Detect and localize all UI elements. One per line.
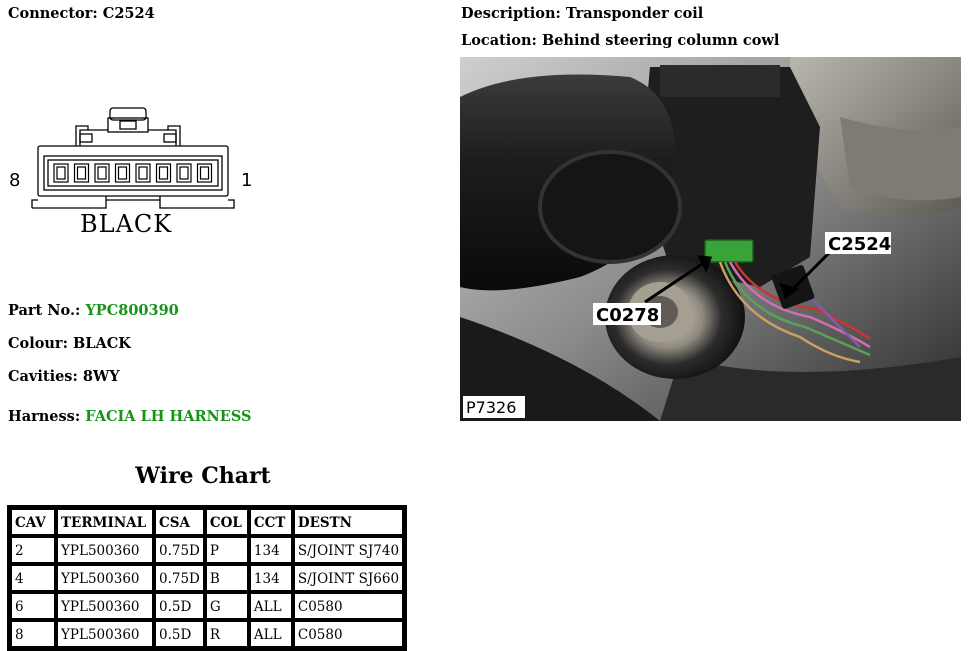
cavity-slot bbox=[57, 167, 65, 179]
table-cell: S/JOINT SJ740 bbox=[293, 536, 404, 564]
part-number-label: Part No.: bbox=[8, 302, 81, 319]
location-photo bbox=[460, 57, 961, 421]
harness-line bbox=[8, 408, 251, 425]
table-cell: YPL500360 bbox=[56, 592, 154, 620]
column-header: CCT bbox=[249, 508, 293, 536]
table-row bbox=[10, 536, 404, 564]
table-cell: C0580 bbox=[293, 620, 404, 648]
column-header: TERMINAL bbox=[56, 508, 154, 536]
table-cell: R bbox=[205, 620, 249, 648]
cavities-value: 8WY bbox=[82, 368, 120, 385]
harness-value: FACIA LH HARNESS bbox=[85, 408, 252, 425]
table-cell: 6 bbox=[10, 592, 56, 620]
description-value: Transponder coil bbox=[565, 5, 704, 22]
connector-value: C2524 bbox=[102, 5, 155, 22]
table-cell: 0.5D bbox=[154, 620, 205, 648]
table-cell: S/JOINT SJ660 bbox=[293, 564, 404, 592]
location-label: Location: bbox=[461, 32, 537, 49]
cavity-slot bbox=[201, 167, 209, 179]
table-cell: YPL500360 bbox=[56, 620, 154, 648]
pin-right-label: 1 bbox=[241, 170, 253, 191]
colour-value: BLACK bbox=[73, 335, 131, 352]
location-value: Behind steering column cowl bbox=[541, 32, 780, 49]
part-number-line bbox=[8, 302, 179, 319]
colour-label: Colour: bbox=[8, 335, 68, 352]
pin-left-label: 8 bbox=[9, 170, 21, 191]
cavity-slot bbox=[139, 167, 147, 179]
column-header: CAV bbox=[10, 508, 56, 536]
cavity-slot bbox=[98, 167, 106, 179]
colour-line bbox=[8, 335, 131, 352]
connector-label: Connector: bbox=[8, 5, 98, 22]
location-line bbox=[461, 32, 779, 49]
photo-reference: P7326 bbox=[466, 398, 517, 417]
part-number-value: YPC800390 bbox=[85, 302, 179, 319]
cavity-slot bbox=[180, 167, 188, 179]
table-cell: B bbox=[205, 564, 249, 592]
table-cell: 0.5D bbox=[154, 592, 205, 620]
table-cell: 2 bbox=[10, 536, 56, 564]
cavity-slot bbox=[78, 167, 86, 179]
table-row bbox=[10, 620, 404, 648]
table-cell: 0.75D bbox=[154, 536, 205, 564]
table-cell: YPL500360 bbox=[56, 564, 154, 592]
wire-chart-table bbox=[7, 505, 407, 651]
connector-colour-marking: BLACK bbox=[80, 210, 173, 238]
table-cell: 134 bbox=[249, 536, 293, 564]
table-cell: G bbox=[205, 592, 249, 620]
harness-label: Harness: bbox=[8, 408, 81, 425]
table-row bbox=[10, 592, 404, 620]
column-header: CSA bbox=[154, 508, 205, 536]
table-cell: ALL bbox=[249, 592, 293, 620]
column-header: COL bbox=[205, 508, 249, 536]
table-cell: 8 bbox=[10, 620, 56, 648]
description-label: Description: bbox=[461, 5, 561, 22]
table-cell: 134 bbox=[249, 564, 293, 592]
table-header-row bbox=[10, 508, 404, 536]
table-cell: C0580 bbox=[293, 592, 404, 620]
callout-c0278: C0278 bbox=[596, 305, 660, 326]
callout-c2524: C2524 bbox=[828, 234, 892, 255]
cavities-label: Cavities: bbox=[8, 368, 78, 385]
column-header: DESTN bbox=[293, 508, 404, 536]
table-row bbox=[10, 564, 404, 592]
description-line bbox=[461, 5, 703, 22]
cavity-slot bbox=[119, 167, 127, 179]
table-cell: ALL bbox=[249, 620, 293, 648]
connector-cavities bbox=[54, 164, 212, 182]
table-cell: 4 bbox=[10, 564, 56, 592]
cavity-slot bbox=[160, 167, 168, 179]
table-cell: P bbox=[205, 536, 249, 564]
connector-heading bbox=[8, 5, 155, 22]
table-cell: YPL500360 bbox=[56, 536, 154, 564]
wire-chart-title: Wire Chart bbox=[135, 463, 271, 489]
table-cell: 0.75D bbox=[154, 564, 205, 592]
cavities-line bbox=[8, 368, 120, 385]
